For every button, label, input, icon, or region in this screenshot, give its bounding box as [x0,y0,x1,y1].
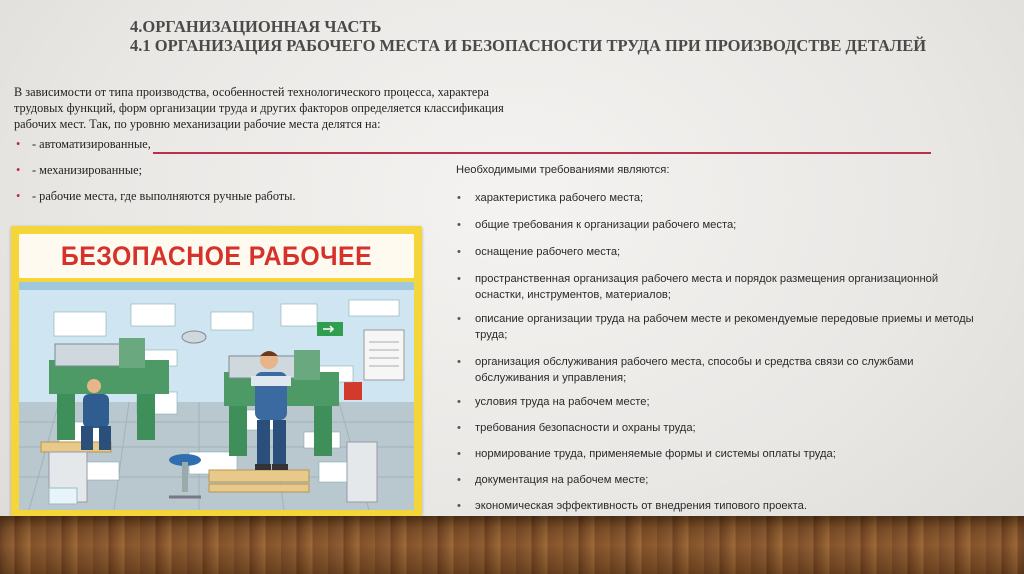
list-item: • нормирование труда, применяемые формы и системы оплаты труда; [457,448,836,460]
wall-trim [19,282,414,290]
list-item: • - автоматизированные, [16,137,151,151]
list-item: • оснащение рабочего места; [457,246,621,258]
title-line-2: 4.1 ОРГАНИЗАЦИЯ РАБОЧЕГО МЕСТА И БЕЗОПАСНОСТИ ТРУДА ПРИ ПРОИЗВОДСТВЕ ДЕТАЛЕЙ [130,36,927,55]
list-item: • условия труда на рабочем месте; [457,396,650,408]
bullet: • [16,189,21,203]
list-item: • организация обслуживания рабочего места, способы и средства связи со службами обслуживания и управления; [457,356,914,384]
list-item: • документация на рабочем месте; [457,474,649,486]
list-item: • экономическая эффективность от внедрения типового проекта. [457,500,807,512]
tool-cabinet-right [347,442,377,502]
list-item: • общие требования к организации рабочего места; [457,219,737,231]
slide-title [130,17,930,55]
requirements-list [456,191,981,525]
list-item: • - механизированные; [16,163,142,177]
poster-title: БЕЗОПАСНОЕ РАБОЧЕЕ [60,241,373,271]
fire-alarm [344,382,362,400]
list-item: • характеристика рабочего места; [457,192,644,204]
wooden-floor-background [0,516,1024,574]
mechanization-list [14,136,434,214]
list-item: • пространственная организация рабочего места и порядок размещения организационной оснастки, инструментов, материалов; [457,273,939,301]
workshop-illustration [19,282,414,510]
bullet: • [16,163,21,177]
instruction-board [364,330,404,380]
workshop-scene [19,282,414,510]
poster-logo [49,488,77,504]
safety-poster-image [11,226,422,516]
intro-paragraph: В зависимости от типа производства, особенностей технологического процесса, характера трудовых функций, форм организации труда и других факторов определяется классификация рабочих мест. Так, по уровню механизации рабочие места делятся на: [14,85,504,131]
poster-title-banner [19,234,414,278]
title-line-1: 4.ОРГАНИЗАЦИОННАЯ ЧАСТЬ [130,17,382,36]
requirements-lead: Необходимыми требованиями являются: [456,164,670,176]
list-item: • - рабочие места, где выполняются ручные работы. [16,189,296,203]
bullet: • [16,137,21,151]
list-item: • требования безопасности и охраны труда; [457,422,696,434]
accent-divider [153,152,931,154]
list-item: • описание организации труда на рабочем месте и рекомендуемые передовые приемы и методы труда; [457,313,974,341]
